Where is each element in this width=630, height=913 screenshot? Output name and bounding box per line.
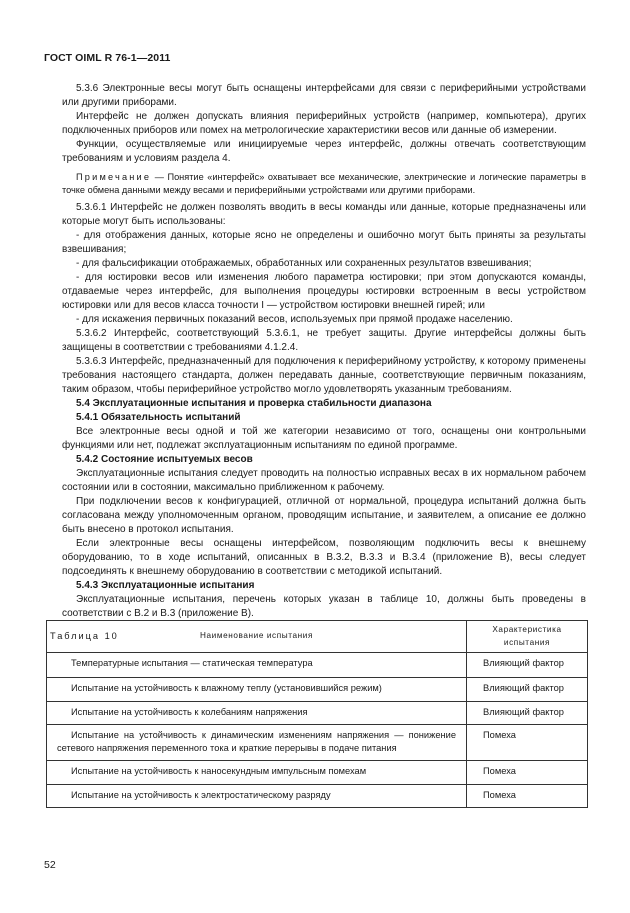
test-name-cell: Испытание на устойчивость к электростатическому разряду [47, 784, 467, 808]
note-text: — Понятие «интерфейс» охватывает все механические, электрические и логические параметры в точке обмена данными между весами и периферийными устройствами или другими приборами. [62, 172, 586, 195]
section-heading: 5.4 Эксплуатационные испытания и проверка стабильности диапазона [76, 398, 432, 409]
table-row [47, 761, 588, 785]
test-characteristic-cell: Влияющий фактор [467, 653, 588, 678]
paragraph: Функции, осуществляемые или инициируемые через интерфейс, должны отвечать соответствующим требованиям и условиям раздела 4. [62, 139, 586, 164]
table-row [47, 725, 588, 761]
table-row [47, 701, 588, 725]
test-name-cell: Испытание на устойчивость к колебаниям напряжения [47, 701, 467, 725]
table-label: Таблица 10 [50, 631, 119, 641]
note [62, 171, 586, 197]
table-row [47, 678, 588, 702]
note-label: Примечание [76, 172, 152, 182]
test-characteristic-cell: Помеха [467, 761, 588, 785]
test-name-cell: Испытание на устойчивость к влажному теплу (установившийся режим) [47, 678, 467, 702]
subsection-heading: 5.4.1 Обязательность испытаний [76, 412, 241, 423]
test-name-cell: Испытание на устойчивость к динамическим изменениям напряжения — понижение сетевого напряжения переменного тока и краткие перерывы в подаче питания [47, 725, 467, 761]
tests-table [46, 620, 588, 808]
paragraph: 5.3.6.3 Интерфейс, предназначенный для подключения к периферийному устройству, к которому применены требования настоящего стандарта, должен передавать данные, соответствующие первичным показаниям, таким образом, чтобы периферийное устройство могло удовлетворять указанным требованиям. [62, 356, 586, 395]
paragraph: 5.3.6.1 Интерфейс не должен позволять вводить в весы команды или данные, которые предназначены или которые могут быть использованы: [62, 202, 586, 227]
test-characteristic-cell: Влияющий фактор [467, 701, 588, 725]
test-characteristic-cell: Помеха [467, 725, 588, 761]
page-number: 52 [44, 859, 56, 871]
list-item: - для отображения данных, которые ясно не определены и ошибочно могут быть приняты за результаты взвешивания; [62, 230, 586, 255]
paragraph: При подключении весов к конфигурацией, отличной от нормальной, процедура испытаний должна быть согласована между уполномоченным органом, проводящим испытание, и заявителем, а описание ее должно быть внесено в протокол испытания. [62, 496, 586, 535]
paragraph: Если электронные весы оснащены интерфейсом, позволяющим подключить весы к внешнему оборудованию, то в ходе испытаний, описанных в В.3.2, В.3.3 и В.3.4 (приложение В), весы следует подсоединять к внешнему оборудованию в соответствии с методикой испытаний. [62, 538, 586, 577]
document-header: ГОСТ OIML R 76-1—2011 [44, 52, 171, 64]
paragraph: Эксплуатационные испытания следует проводить на полностью исправных весах в их нормальном рабочем состоянии или в состоянии, максимально приближенном к рабочему. [62, 468, 586, 493]
paragraph: Эксплуатационные испытания, перечень которых указан в таблице 10, должны быть проведены в соответствии с В.2 и В.3 (приложение В). [62, 594, 586, 619]
column-header-characteristic: Характеристика испытания [467, 621, 588, 653]
subsection-heading: 5.4.3 Эксплуатационные испытания [76, 580, 255, 591]
list-item: - для юстировки весов или изменения любого параметра юстировки; при этом допускаются команды, отдаваемые через интерфейс, для выполнения процедуры юстировки встроенным в весы устройством юстировки или для весов класса точности I — устройством юстировки внешней гирей; или [62, 272, 586, 311]
document-body [50, 82, 586, 643]
table-row [47, 784, 588, 808]
paragraph: Все электронные весы одной и той же категории независимо от того, оснащены они контрольными функциями или нет, подлежат эксплуатационным испытаниям по единой программе. [62, 426, 586, 451]
test-name-cell: Испытание на устойчивость к наносекундным импульсным помехам [47, 761, 467, 785]
table-row [47, 653, 588, 678]
paragraph: 5.3.6 Электронные весы могут быть оснащены интерфейсами для связи с периферийными устройствами или другими приборами. [62, 83, 586, 108]
test-characteristic-cell: Влияющий фактор [467, 678, 588, 702]
list-item: - для искажения первичных показаний весов, используемых при прямой продаже населению. [76, 314, 513, 325]
paragraph: 5.3.6.2 Интерфейс, соответствующий 5.3.6.1, не требует защиты. Другие интерфейсы должны быть защищены в соответствии с требованиями 4.1.2.4. [62, 328, 586, 353]
test-name-cell: Температурные испытания — статическая температура [47, 653, 467, 678]
column-header-name: Наименование испытания [47, 621, 467, 653]
paragraph: Интерфейс не должен допускать влияния периферийных устройств (например, компьютера), других подключенных приборов или помех на метрологические характеристики весов или данные об измерении. [62, 111, 586, 136]
test-characteristic-cell: Помеха [467, 784, 588, 808]
list-item: - для фальсификации отображаемых, обработанных или сохраненных результатов взвешивания; [76, 258, 532, 269]
subsection-heading: 5.4.2 Состояние испытуемых весов [76, 454, 253, 465]
table-header-row [47, 621, 588, 653]
